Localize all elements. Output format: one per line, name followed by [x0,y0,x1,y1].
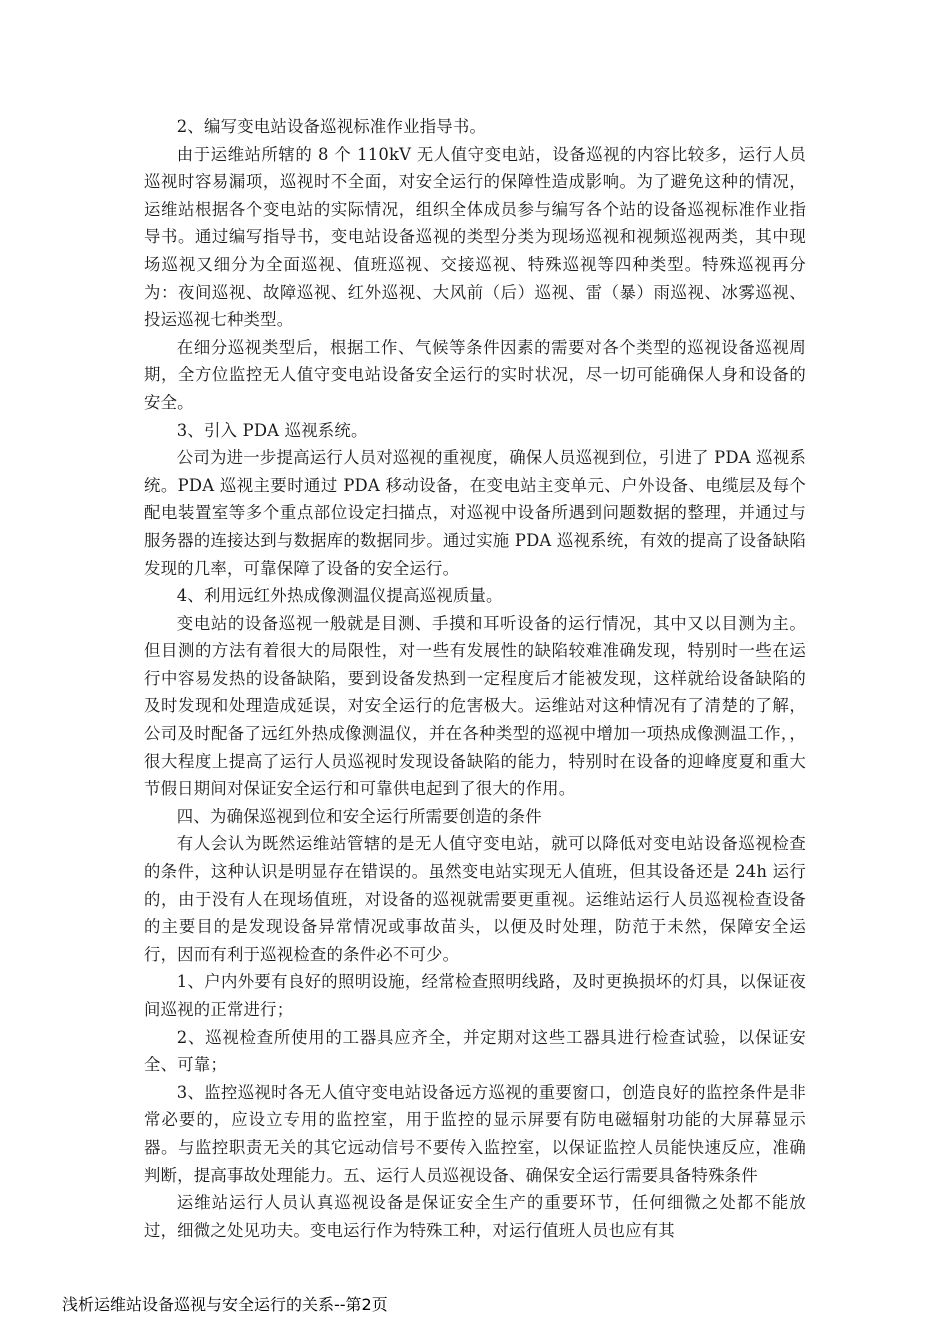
heading-step-4: 4、利用远红外热成像测温仪提高巡视质量。 [176,586,503,606]
document-body [144,113,806,1244]
list-item-3: 3、监控巡视时各无人值守变电站设备远方巡视的重要窗口，创造良好的监控条件是非常必要的，应设立专用的监控室，用于监控的显示屏要有防电磁辐射功能的大屏幕显示器。与监控职责无关的其它远动信号不要传入监控室，以保证监控人员能快速反应，准确判断，提高事故处理能力。五、运行人员巡视设备、确保安全运行需要具备特殊条件 [144,1082,806,1185]
heading-step-2: 2、编写变电站设备巡视标准作业指导书。 [176,117,487,136]
paragraph: 运维站运行人员认真巡视设备是保证安全生产的重要环节，任何细微之处都不能放过，细微之处见功夫。变电运行作为特殊工种，对运行值班人员也应有其 [144,1193,806,1240]
paragraph: 有人会认为既然运维站管辖的是无人值守变电站，就可以降低对变电站设备巡视检查的条件，这种认识是明显存在错误的。虽然变电站实现无人值班，但其设备还是 24h 运行的，由于没有人在现场值班，对设备的巡视就需要更重视。运维站运行人员巡视检查设备的主要目的是发现设备异常情况或事故苗头，以便及时处理，防范于未然，保障安全运行，因而有利于巡视检查的条件必不可少。 [144,834,806,964]
section-heading-4: 四、为确保巡视到位和安全运行所需要创造的条件 [176,806,542,826]
list-item-2: 2、巡视检查所使用的工器具应齐全，并定期对这些工器具进行检查试验，以保证安全、可靠； [144,1027,806,1075]
list-item-1: 1、户内外要有良好的照明设施，经常检查照明线路，及时更换损坏的灯具，以保证夜间巡视的正常进行； [144,972,806,1019]
paragraph: 变电站的设备巡视一般就是目测、手摸和耳听设备的运行情况，其中又以目测为主。但目测的方法有着很大的局限性，对一些有发展性的缺陷较难准确发现，特别时一些在运行中容易发热的设备缺陷，要到设备发热到一定程度后才能被发现，这样就给设备缺陷的及时发现和处理造成延误，对安全运行的危害极大。运维站对这种情况有了清楚的了解，公司及时配备了远红外热成像测温仪，并在各种类型的巡视中增加一项热成像测温工作，，很大程度上提高了运行人员巡视时发现设备缺陷的能力，特别时在设备的迎峰度夏和重大节假日期间对保证安全运行和可靠供电起到了很大的作用。 [144,613,806,799]
page-footer: 浅析运维站设备巡视与安全运行的关系--第2页 [62,1295,388,1314]
heading-step-3: 3、引入 PDA 巡视系统。 [176,420,368,440]
paragraph: 在细分巡视类型后，根据工作、气候等条件因素的需要对各个类型的巡视设备巡视周期，全方位监控无人值守变电站设备安全运行的实时状况，尽一切可能确保人身和设备的安全。 [144,337,806,412]
paragraph: 公司为进一步提高运行人员对巡视的重视度，确保人员巡视到位，引进了 PDA 巡视系统。PDA 巡视主要时通过 PDA 移动设备，在变电站主变单元、户外设备、电缆层及每个配电装置室等多个重点部位设定扫描点，对巡视中设备所遇到问题数据的整理，并通过与服务器的连接达到与数据库的数据同步。通过实施 PDA 巡视系统，有效的提高了设备缺陷发现的几率，可靠保障了设备的安全运行。 [144,448,806,578]
paragraph: 由于运维站所辖的 8 个 110kV 无人值守变电站，设备巡视的内容比较多，运行人员巡视时容易漏项，巡视时不全面，对安全运行的保障性造成影响。为了避免这种的情况，运维站根据各个变电站的实际情况，组织全体成员参与编写各个站的设备巡视标准作业指导书。通过编写指导书，变电站设备巡视的类型分类为现场巡视和视频巡视两类，其中现场巡视又细分为全面巡视、值班巡视、交接巡视、特殊巡视等四种类型。特殊巡视再分为：夜间巡视、故障巡视、红外巡视、大风前（后）巡视、雷（暴）雨巡视、冰雾巡视、投运巡视七种类型。 [144,144,806,330]
